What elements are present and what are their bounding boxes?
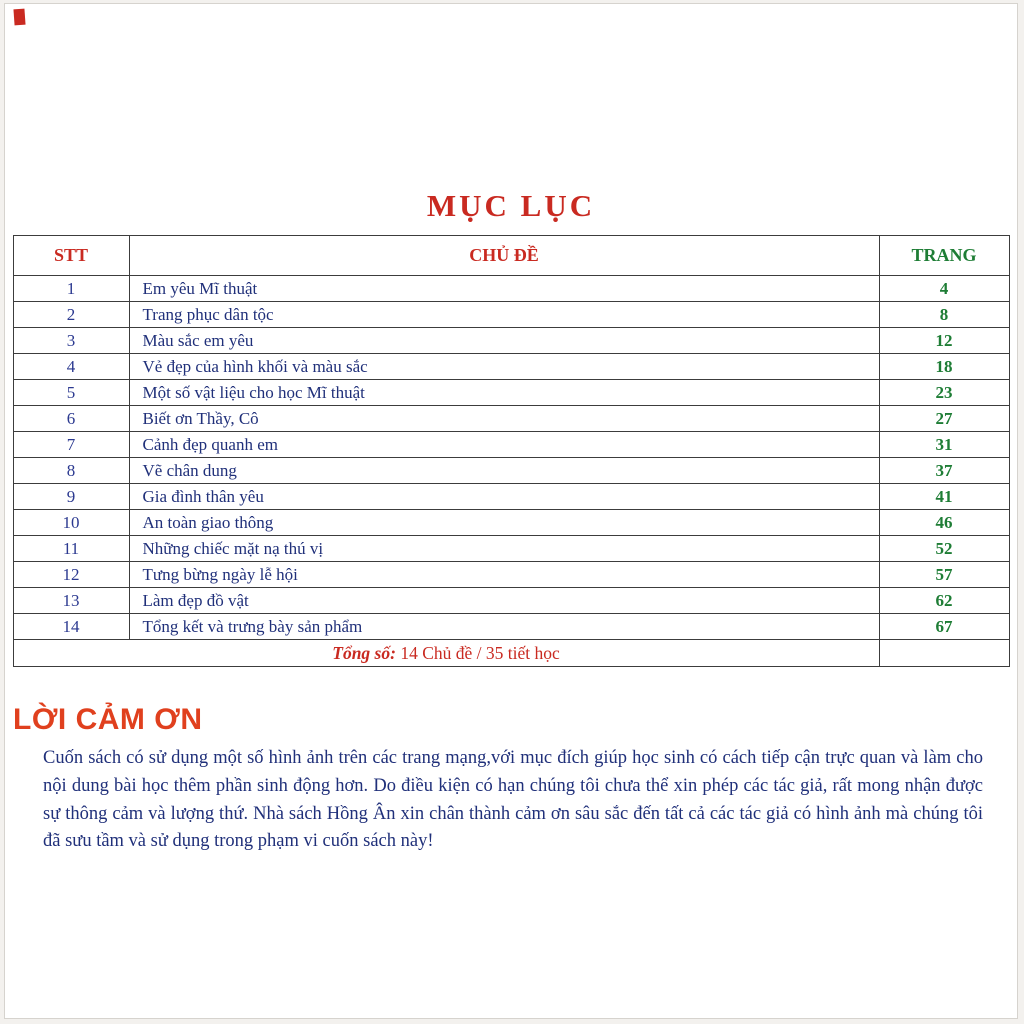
total-value: 14 Chủ đề / 35 tiết học xyxy=(395,642,560,663)
row-page: 27 xyxy=(879,406,1009,432)
toc-table xyxy=(13,235,1010,667)
table-row xyxy=(13,328,1009,354)
row-page: 46 xyxy=(879,510,1009,536)
row-number: 3 xyxy=(13,328,129,354)
row-number: 12 xyxy=(13,562,129,588)
row-page: 52 xyxy=(879,536,1009,562)
row-number: 5 xyxy=(13,380,129,406)
table-row xyxy=(13,432,1009,458)
total-label: Tổng số: xyxy=(332,642,396,663)
row-number: 4 xyxy=(13,354,129,380)
row-page: 4 xyxy=(879,276,1009,302)
row-page: 23 xyxy=(879,380,1009,406)
table-row xyxy=(13,562,1009,588)
row-number: 14 xyxy=(13,614,129,640)
row-number: 9 xyxy=(13,484,129,510)
row-page: 31 xyxy=(879,432,1009,458)
row-page: 18 xyxy=(879,354,1009,380)
row-topic: Một số vật liệu cho học Mĩ thuật xyxy=(129,380,879,406)
row-topic: Biết ơn Thầy, Cô xyxy=(129,406,879,432)
table-row xyxy=(13,354,1009,380)
row-number: 1 xyxy=(13,276,129,302)
table-row xyxy=(13,510,1009,536)
row-topic: An toàn giao thông xyxy=(129,510,879,536)
toc-title: MỤC LỤC xyxy=(426,188,596,223)
acknowledgment-heading: LỜI CẢM ƠN xyxy=(13,703,203,736)
row-page: 8 xyxy=(879,302,1009,328)
row-page: 67 xyxy=(879,614,1009,640)
table-row xyxy=(13,614,1009,640)
row-topic: Vẽ chân dung xyxy=(129,458,879,484)
column-header-stt: STT xyxy=(13,236,129,276)
row-page: 12 xyxy=(879,328,1009,354)
acknowledgment-paragraph: Cuốn sách có sử dụng một số hình ảnh trên các trang mạng,với mục đích giúp học sinh có cách tiếp cận trực quan và làm cho nội dung bài học thêm phần sinh động hơn. Do điều kiện có hạn chúng tôi chưa thể xin phép các tác giả, rất mong nhận được sự thông cảm và lượng thứ. Nhà sách Hồng Ân xin chân thành cảm ơn sâu sắc đến tất cả các tác giả có hình ảnh mà chúng tôi đã sưu tầm và sử dụng trong phạm vi cuốn sách này! xyxy=(43,748,983,852)
row-topic: Vẻ đẹp của hình khối và màu sắc xyxy=(129,354,879,380)
total-empty-cell xyxy=(879,640,1009,667)
table-row xyxy=(13,276,1009,302)
row-topic: Cảnh đẹp quanh em xyxy=(129,432,879,458)
row-number: 2 xyxy=(13,302,129,328)
row-number: 7 xyxy=(13,432,129,458)
table-row xyxy=(13,588,1009,614)
toc-table-body xyxy=(13,276,1009,640)
row-topic: Em yêu Mĩ thuật xyxy=(129,276,879,302)
row-topic: Những chiếc mặt nạ thú vị xyxy=(129,536,879,562)
toc-total-row xyxy=(13,640,1009,667)
red-corner-mark xyxy=(13,9,25,26)
total-cell xyxy=(13,640,879,667)
column-header-topic: CHỦ ĐỀ xyxy=(129,236,879,276)
row-number: 6 xyxy=(13,406,129,432)
row-number: 11 xyxy=(13,536,129,562)
table-row xyxy=(13,536,1009,562)
row-topic: Gia đình thân yêu xyxy=(129,484,879,510)
row-topic: Trang phục dân tộc xyxy=(129,302,879,328)
row-topic: Tổng kết và trưng bày sản phẩm xyxy=(129,614,879,640)
table-row xyxy=(13,302,1009,328)
row-number: 13 xyxy=(13,588,129,614)
table-row xyxy=(13,406,1009,432)
row-topic: Màu sắc em yêu xyxy=(129,328,879,354)
row-page: 37 xyxy=(879,458,1009,484)
row-number: 10 xyxy=(13,510,129,536)
scanned-page xyxy=(4,3,1018,1019)
column-header-page: TRANG xyxy=(879,236,1009,276)
row-number: 8 xyxy=(13,458,129,484)
row-page: 57 xyxy=(879,562,1009,588)
toc-header-row xyxy=(13,236,1009,276)
table-row xyxy=(13,484,1009,510)
table-row xyxy=(13,380,1009,406)
row-topic: Làm đẹp đồ vật xyxy=(129,588,879,614)
table-row xyxy=(13,458,1009,484)
row-page: 41 xyxy=(879,484,1009,510)
row-page: 62 xyxy=(879,588,1009,614)
row-topic: Tưng bừng ngày lễ hội xyxy=(129,562,879,588)
